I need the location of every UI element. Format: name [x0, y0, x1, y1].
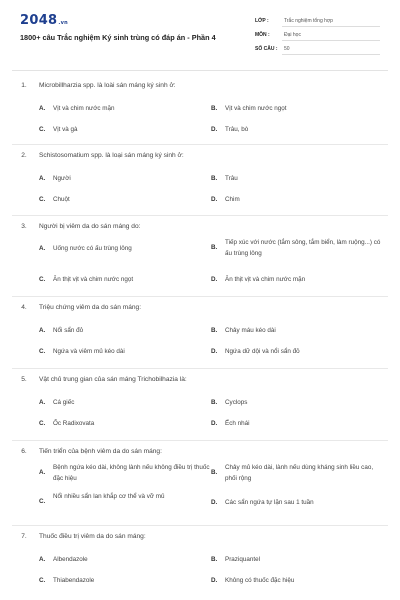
option-text: Bệnh ngứa kéo dài, không lành nếu không điều trị thuốc đặc hiệu — [53, 464, 210, 482]
option-text: Thiabendazole — [53, 577, 95, 584]
option-letter: A. — [39, 327, 46, 334]
option-letter: B. — [211, 327, 218, 334]
question-number: 4. — [21, 304, 27, 311]
option-text: Chuột — [53, 196, 70, 203]
option-letter: C. — [39, 348, 46, 355]
option-text: Chảy máu kéo dài — [225, 327, 276, 334]
option-letter: A. — [39, 399, 46, 406]
option-letter: C. — [39, 126, 46, 133]
option-letter: B. — [211, 175, 218, 182]
option-text: Uống nước có ấu trùng lông — [53, 245, 132, 252]
question-text: Microbillharzia spp. là loài sán máng ký sinh ở: — [39, 82, 176, 89]
option-letter: C. — [39, 498, 46, 505]
option-text: Albendazole — [53, 556, 88, 563]
option-text: Ăn thịt vịt và chim nước mặn — [225, 276, 306, 283]
option-text: Vịt và chim nước ngọt — [225, 105, 287, 112]
option-text: Vịt và chim nước mặn — [53, 105, 115, 112]
option-letter: C. — [39, 577, 46, 584]
option-letter: C. — [39, 420, 46, 427]
question-text: Tiến triển của bệnh viêm da do sán máng: — [39, 448, 162, 455]
option-text: Người — [53, 175, 71, 182]
option-text: Chim — [225, 196, 240, 203]
option-letter: C. — [39, 196, 46, 203]
question-number: 7. — [21, 533, 27, 540]
option-letter: C. — [39, 276, 46, 283]
question-text: Vật chủ trung gian của sán máng Trichobilhazia là: — [39, 376, 187, 383]
option-letter: D. — [211, 499, 218, 506]
option-letter: B. — [211, 399, 218, 406]
question-number: 1. — [21, 82, 27, 89]
option-letter: B. — [211, 244, 218, 251]
question-text: Schistosomatium spp. là loại sán máng ký sinh ở: — [39, 152, 184, 159]
option-letter: D. — [211, 420, 218, 427]
option-text: Nổi sẩn đỏ — [53, 327, 84, 334]
header-divider — [12, 70, 388, 71]
page-title: 1800+ câu Trắc nghiệm Ký sinh trùng có đáp án - Phần 4 — [20, 33, 216, 42]
meta-key: LỚP : — [255, 18, 269, 24]
option-letter: B. — [211, 556, 218, 563]
question-divider — [12, 144, 388, 145]
option-text: Cá giếc — [53, 399, 75, 406]
option-letter: A. — [39, 105, 46, 112]
option-text: Ngứa dữ dội và nổi sẩn đỏ — [225, 348, 300, 355]
option-text: Chảy mủ kéo dài, lành nếu dùng kháng sinh liều cao, phối rộng — [225, 464, 374, 482]
option-text: Vịt và gà — [53, 126, 78, 133]
question-number: 5. — [21, 376, 27, 383]
question-divider — [12, 296, 388, 297]
option-text: Trâu — [225, 175, 238, 182]
logo-suffix: .vn — [58, 20, 69, 26]
logo-text: 2048 — [20, 13, 58, 28]
meta-value: Đại học — [284, 32, 301, 38]
meta-value: Trắc nghiệm tổng hợp — [284, 18, 333, 24]
option-text: Ốc Radixovata — [53, 420, 95, 427]
option-letter: A. — [39, 245, 46, 252]
option-letter: B. — [211, 469, 218, 476]
option-letter: D. — [211, 196, 218, 203]
question-text: Triệu chứng viêm da do sán máng: — [39, 304, 142, 311]
option-letter: A. — [39, 175, 46, 182]
meta-key: MÔN : — [255, 32, 270, 38]
option-text: Cyclops — [225, 399, 248, 406]
question-number: 2. — [21, 152, 27, 159]
logo[interactable] — [20, 13, 68, 28]
option-letter: A. — [39, 556, 46, 563]
option-text: Các sẩn ngứa tự lặn sau 1 tuần — [225, 499, 314, 506]
option-letter: D. — [211, 577, 218, 584]
option-text: Ăn thịt vịt và chim nước ngọt — [53, 276, 134, 283]
question-number: 3. — [21, 223, 27, 230]
question-divider — [12, 215, 388, 216]
question-number: 6. — [21, 448, 27, 455]
option-letter: D. — [211, 348, 218, 355]
question-text: Thuốc điều trị viêm da do sán máng: — [39, 533, 146, 540]
option-text: Tiếp xúc với nước (tắm sông, tắm biển, làm ruộng...) có ấu trùng lông — [225, 239, 381, 257]
option-letter: D. — [211, 276, 218, 283]
option-text: Trâu, bò — [225, 126, 249, 133]
option-text: Ếch nhái — [225, 420, 250, 427]
option-letter: D. — [211, 126, 218, 133]
option-text: Nổi nhiều sẩn lan khắp cơ thể và vỡ mủ — [53, 493, 165, 500]
option-text: Không có thuốc đặc hiệu — [225, 577, 295, 584]
question-divider — [12, 440, 388, 441]
option-text: Praziquantel — [225, 556, 261, 563]
question-divider — [12, 368, 388, 369]
option-letter: A. — [39, 469, 46, 476]
option-letter: B. — [211, 105, 218, 112]
meta-value: 50 — [284, 46, 290, 52]
meta-key: SỐ CÂU : — [255, 46, 278, 52]
question-text: Người bị viêm da do sán máng do: — [39, 223, 141, 230]
question-divider — [12, 525, 388, 526]
option-text: Ngứa và viêm mủ kéo dài — [53, 348, 125, 355]
